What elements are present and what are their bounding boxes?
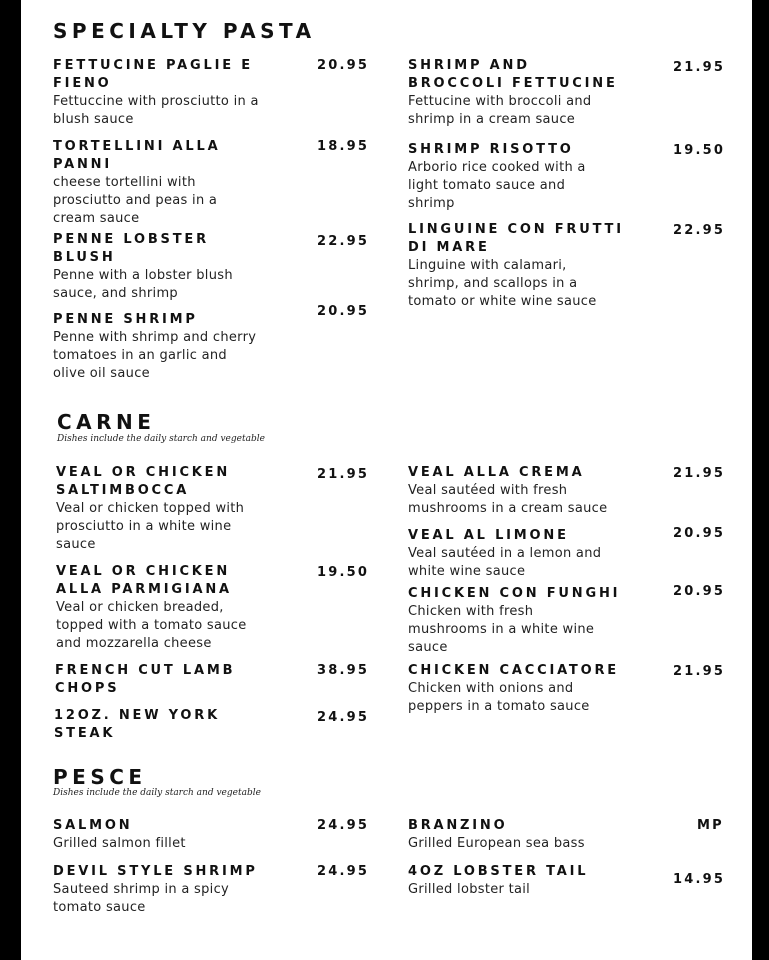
- menu-item-description: Veal sautéed with fresh mushrooms in a cream sauce: [408, 483, 608, 516]
- menu-item-12oz-new-york-steak: [54, 707, 220, 743]
- menu-item-devil-style-shrimp: [53, 863, 258, 917]
- menu-item-name: VEAL OR CHICKEN ALLA PARMIGIANA: [56, 564, 232, 597]
- menu-item-price: 22.95: [673, 223, 726, 238]
- menu-item-veal-or-chicken-saltimbocca: [56, 464, 244, 554]
- menu-item-name: VEAL AL LIMONE: [408, 528, 569, 543]
- menu-item-price: 22.95: [317, 234, 370, 249]
- menu-item-linguine-con-frutti-di-mare: [408, 221, 624, 311]
- menu-item-veal-alla-crema: [408, 464, 607, 518]
- menu-item-price: 20.95: [317, 58, 370, 73]
- menu-item-price: 19.50: [673, 143, 726, 158]
- menu-item-fettucine-paglie-e-fieno: [53, 57, 259, 129]
- menu-item-name: FETTUCINE PAGLIE E FIENO: [53, 58, 253, 91]
- menu-item-shrimp-risotto: [408, 141, 586, 213]
- menu-item-description: Arborio rice cooked with a light tomato sauce and shrimp: [408, 160, 586, 211]
- menu-item-name: SALMON: [53, 818, 133, 833]
- menu-item-name: SHRIMP AND BROCCOLI FETTUCINE: [408, 58, 618, 91]
- menu-item-salmon: [53, 817, 186, 853]
- menu-item-branzino: [408, 817, 585, 853]
- menu-item-name: PENNE LOBSTER BLUSH: [53, 232, 209, 265]
- menu-item-price: 20.95: [317, 304, 370, 319]
- menu-item-name: VEAL OR CHICKEN SALTIMBOCCA: [56, 465, 231, 498]
- menu-item-name: FRENCH CUT LAMB CHOPS: [55, 663, 236, 696]
- section-title-specialty-pasta: SPECIALTY PASTA: [53, 19, 316, 43]
- menu-item-description: Chicken with fresh mushrooms in a white wine sauce: [408, 604, 595, 655]
- menu-item-name: VEAL ALLA CREMA: [408, 465, 585, 480]
- menu-item-description: Fettuccine with prosciutto in a blush sauce: [53, 94, 259, 127]
- menu-item-description: cheese tortellini with prosciutto and peas in a cream sauce: [53, 175, 218, 226]
- menu-item-name: 4OZ LOBSTER TAIL: [408, 864, 589, 879]
- menu-item-french-cut-lamb-chops: [55, 662, 235, 698]
- menu-item-price: 19.50: [317, 565, 370, 580]
- menu-item-price: 38.95: [317, 663, 370, 678]
- menu-item-price: 20.95: [673, 526, 726, 541]
- menu-item-name: CHICKEN CACCIATORE: [408, 663, 619, 678]
- menu-item-description: Linguine with calamari, shrimp, and scallops in a tomato or white wine sauce: [408, 258, 597, 309]
- menu-item-description: Grilled European sea bass: [408, 836, 585, 851]
- menu-item-description: Grilled lobster tail: [408, 882, 531, 897]
- menu-item-price: 21.95: [673, 664, 726, 679]
- menu-page: [21, 0, 752, 960]
- menu-item-price: 21.95: [673, 466, 726, 481]
- menu-item-penne-lobster-blush: [53, 231, 233, 303]
- menu-item-price: 24.95: [317, 818, 370, 833]
- menu-item-name: TORTELLINI ALLA PANNI: [53, 139, 221, 172]
- menu-item-price: 18.95: [317, 139, 370, 154]
- menu-item-shrimp-and-broccoli-fettucine: [408, 57, 618, 129]
- menu-item-veal-or-chicken-alla-parmigiana: [56, 563, 247, 653]
- menu-item-description: Veal or chicken breaded, topped with a tomato sauce and mozzarella cheese: [56, 600, 247, 651]
- menu-item-description: Penne with a lobster blush sauce, and shrimp: [53, 268, 233, 301]
- menu-item-description: Chicken with onions and peppers in a tomato sauce: [408, 681, 590, 714]
- menu-item-description: Penne with shrimp and cherry tomatoes in an garlic and olive oil sauce: [53, 330, 257, 381]
- menu-item-tortellini-alla-panni: [53, 138, 220, 228]
- menu-item-penne-shrimp: [53, 311, 256, 383]
- menu-item-chicken-con-funghi: [408, 585, 620, 657]
- menu-item-description: Fettucine with broccoli and shrimp in a cream sauce: [408, 94, 592, 127]
- menu-item-price: 21.95: [673, 60, 726, 75]
- menu-item-name: PENNE SHRIMP: [53, 312, 198, 327]
- menu-item-name: DEVIL STYLE SHRIMP: [53, 864, 258, 879]
- menu-item-veal-al-limone: [408, 527, 601, 581]
- menu-item-price: 21.95: [317, 467, 370, 482]
- menu-item-name: LINGUINE CON FRUTTI DI MARE: [408, 222, 624, 255]
- section-title-carne: CARNE: [57, 410, 156, 434]
- menu-item-description: Veal sautéed in a lemon and white wine sauce: [408, 546, 602, 579]
- section-title-pesce: PESCE: [53, 765, 147, 789]
- menu-item-4oz-lobster-tail: [408, 863, 588, 899]
- menu-item-description: Sauteed shrimp in a spicy tomato sauce: [53, 882, 230, 915]
- menu-item-description: Veal or chicken topped with prosciutto in a white wine sauce: [56, 501, 245, 552]
- menu-item-name: BRANZINO: [408, 818, 508, 833]
- menu-item-name: CHICKEN CON FUNGHI: [408, 586, 621, 601]
- menu-item-name: 12OZ. NEW YORK STEAK: [54, 708, 220, 741]
- menu-item-description: Grilled salmon fillet: [53, 836, 186, 851]
- menu-item-price: MP: [697, 818, 724, 833]
- menu-item-price: 24.95: [317, 710, 370, 725]
- menu-item-price: 14.95: [673, 872, 726, 887]
- menu-item-price: 20.95: [673, 584, 726, 599]
- section-subtitle-pesce: Dishes include the daily starch and vegetable: [53, 788, 261, 798]
- menu-item-price: 24.95: [317, 864, 370, 879]
- menu-item-chicken-cacciatore: [408, 662, 619, 716]
- section-subtitle-carne: Dishes include the daily starch and vegetable: [57, 434, 265, 444]
- menu-item-name: SHRIMP RISOTTO: [408, 142, 574, 157]
